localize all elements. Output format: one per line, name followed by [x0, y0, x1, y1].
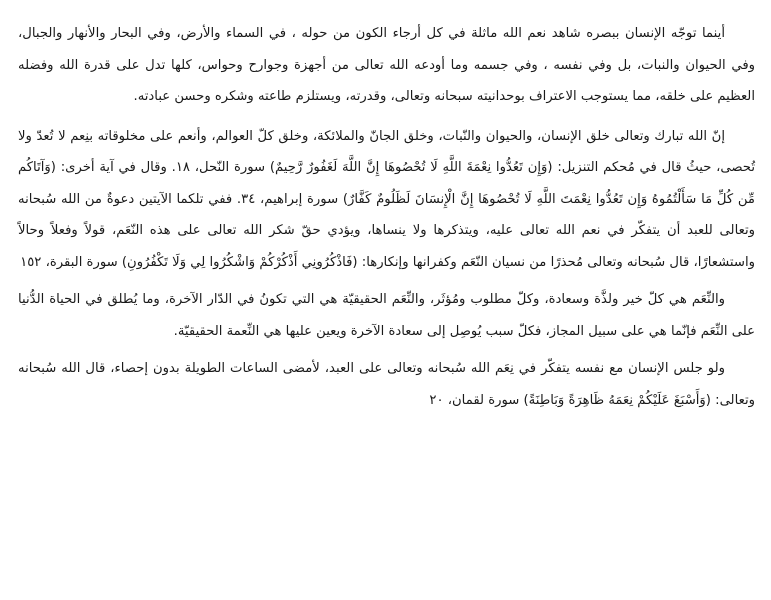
paragraph-blessings-everywhere: أينما توجّه الإنسان ببصره شاهد نعم الله ماثلة في كل أرجاء الكون من حوله ، في السماء والأرض، وفي البحار والأنهار والجبال، وفي الحيوان والنبات، بل وفي نفسه ، وفي جسمه وما أودعه الله تعالى من أجهزة وجوارح وحواس، كلها تدل على قدرة الله وفضله العظيم على خلقه، مما يستوجب الاعتراف بوحدانيته سبحانه وتعالى، وقدرته، ويستلزم طاعته وشكره وحسن عبادته.	[18, 26, 755, 104]
paragraph-definition-of-blessings: والنِّعَم هي كلّ خير ولذَّة وسعادة، وكلّ مطلوب ومُؤثَر، والنِّعَم الحقيقيّة هي التي تكونُ في الدّار الآخرة، وما يُطلق في الحياة الدُّنيا على النِّعَم فإنّما هي على سبيل المجاز، فكلّ سبب يُوصِل إلى سعادة الآخرة ويعين عليها هي النِّعمة الحقيقيّة.	[18, 292, 755, 339]
paragraph-contemplation: ولو جلس الإنسان مع نفسه يتفكّر في نِعَم الله سُبحانه وتعالى على العبد، لأمضى الساعات الطويلة بدون إحصاء، قال الله سُبحانه وتعالى: (وَأَسْبَغَ عَلَيْكُمْ نِعَمَهُ ظَاهِرَةً وَبَاطِنَةً) سورة لقمان، ٢٠	[18, 361, 755, 408]
paragraph-creation-and-verses: إنّ الله تبارك وتعالى خلق الإنسان، والحيوان والنّبات، وخلق الجانّ والملائكة، وخلق كلّ العوالم، وأنعم على مخلوقاته بنِعم لا تُعدّ ولا تُحصى، حيثُ قال في مُحكم التنزيل: (وَإِن تَعُدُّوا نِعْمَةَ اللَّهِ لَا تُحْصُوهَا إِنَّ اللَّهَ لَغَفُورٌ رَّحِيمٌ) سورة النّحل، ١٨. وقال في آية أخرى: (وَآتَاكُم مِّن كُلِّ مَا سَأَلْتُمُوهُ وَإِن تَعُدُّوا نِعْمَتَ اللَّهِ لَا تُحْصُوهَا إِنَّ الْإِنسَانَ لَظَلُومٌ كَفَّارٌ) سورة إبراهيم، ٣٤. ففي تلكما الآيتين دعوةٌ من الله سُبحانه وتعالى للعبد أن يتفكّر في نعم الله تعالى عليه، ويتذكرها ولا ينساها، ويؤدي حقّ شكر الله تعالى على هذه النّعَم، قولاً وفعلاً وحالاً واستشعارًا، قال سُبحانه وتعالى مُحذرًا من نسيان النّعَم وكفرانها وإنكارها: (فَاذْكُرُونِي أَذْكُرْكُمْ وَاشْكُرُوا لِي وَلَا تَكْفُرُونِ) سورة البقرة، ١٥٢	[18, 128, 755, 270]
